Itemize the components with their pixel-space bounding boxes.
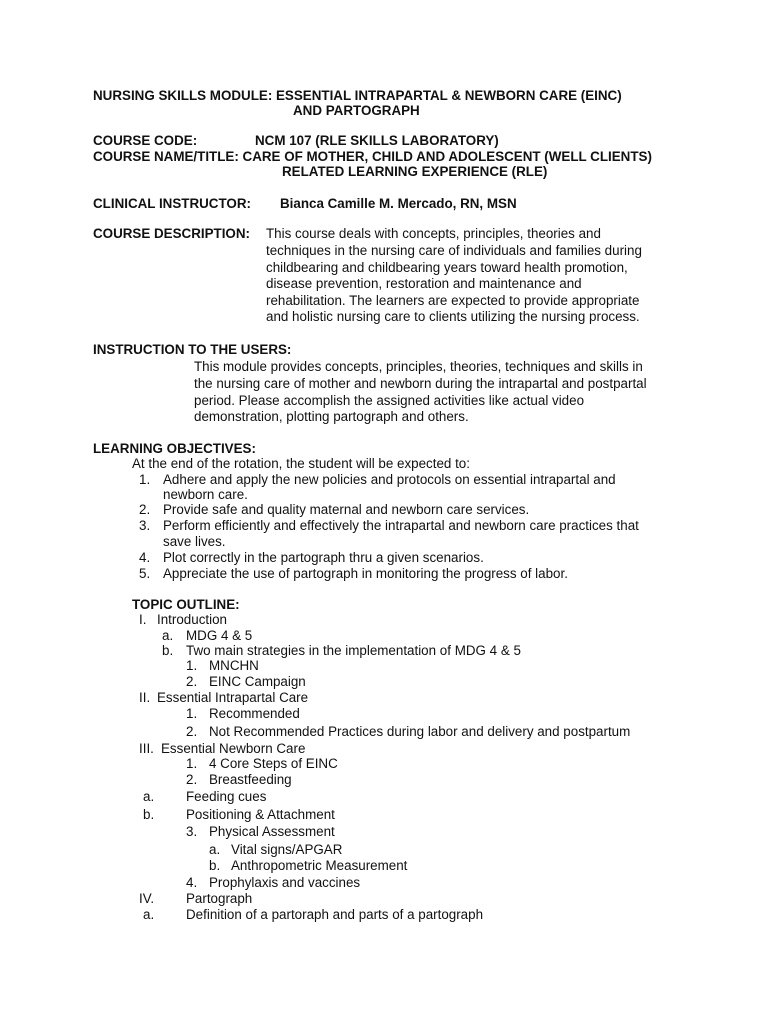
- outline-number: 4.: [186, 875, 198, 890]
- objective-text: Provide safe and quality maternal and newborn care services.: [163, 502, 530, 517]
- outline-item: MDG 4 & 5: [186, 628, 253, 643]
- outline-number: 1.: [186, 756, 198, 771]
- outline-number: II.: [139, 690, 151, 705]
- outline-number: 2.: [186, 772, 198, 787]
- outline-number: a.: [143, 907, 155, 922]
- course-code-label: COURSE CODE:: [93, 133, 198, 148]
- outline-item: Feeding cues: [186, 789, 267, 804]
- course-code-value: NCM 107 (RLE SKILLS LABORATORY): [255, 133, 499, 148]
- outline-number: IV.: [139, 891, 155, 906]
- outline-item: MNCHN: [209, 658, 259, 673]
- objectives-label: LEARNING OBJECTIVES:: [93, 441, 256, 456]
- objective-number: 5.: [139, 566, 151, 581]
- objective-text: newborn care.: [163, 487, 248, 502]
- outline-item: 4 Core Steps of EINC: [209, 756, 338, 771]
- outline-number: III.: [139, 741, 154, 756]
- course-description-line: techniques in the nursing care of individuals and families during: [266, 243, 642, 258]
- outline-number: 2.: [186, 674, 198, 689]
- course-description-line: and holistic nursing care to clients utilizing the nursing process.: [266, 309, 640, 324]
- instruction-line: period. Please accomplish the assigned activities like actual video: [194, 393, 585, 408]
- outline-item: Essential Intrapartal Care: [157, 690, 309, 705]
- instruction-line: the nursing care of mother and newborn during the intrapartal and postpartal: [194, 376, 647, 391]
- objective-number: 4.: [139, 550, 151, 565]
- outline-number: b.: [162, 643, 174, 658]
- course-description-label: COURSE DESCRIPTION:: [93, 226, 250, 241]
- course-description-line: childbearing and childbearing years toward health promotion,: [266, 260, 628, 275]
- course-description-line: This course deals with concepts, principles, theories and: [266, 226, 601, 241]
- instruction-line: This module provides concepts, principles, theories, techniques and skills in: [194, 359, 643, 374]
- objective-text: Appreciate the use of partograph in monitoring the progress of labor.: [163, 566, 568, 581]
- outline-item: Two main strategies in the implementation of MDG 4 & 5: [186, 643, 521, 658]
- instructor-name: Bianca Camille M. Mercado, RN, MSN: [280, 196, 517, 211]
- course-description-line: disease prevention, restoration and maintenance and: [266, 276, 582, 291]
- instruction-line: demonstration, plotting partograph and others.: [194, 409, 469, 424]
- outline-item: EINC Campaign: [209, 674, 306, 689]
- objective-text: Plot correctly in the partograph thru a given scenarios.: [163, 550, 484, 565]
- outline-item: Not Recommended Practices during labor and delivery and postpartum: [209, 724, 631, 739]
- outline-number: a.: [162, 628, 174, 643]
- course-name-line1: COURSE NAME/TITLE: CARE OF MOTHER, CHILD AND ADOLESCENT (WELL CLIENTS): [93, 149, 652, 164]
- outline-item: Physical Assessment: [209, 824, 335, 839]
- objective-number: 3.: [139, 518, 151, 533]
- outline-number: I.: [139, 612, 147, 627]
- outline-item: Positioning & Attachment: [186, 807, 335, 822]
- outline-number: 2.: [186, 724, 198, 739]
- outline-item: Breastfeeding: [209, 772, 292, 787]
- instructor-label: CLINICAL INSTRUCTOR:: [93, 196, 251, 211]
- outline-item: Partograph: [186, 891, 253, 906]
- module-title-line2: AND PARTOGRAPH: [293, 103, 420, 118]
- outline-item: Vital signs/APGAR: [231, 842, 343, 857]
- outline-item: Introduction: [157, 612, 227, 627]
- outline-number: b.: [209, 858, 221, 873]
- instruction-label: INSTRUCTION TO THE USERS:: [93, 342, 292, 357]
- outline-item: Essential Newborn Care: [161, 741, 306, 756]
- outline-item: Prophylaxis and vaccines: [209, 875, 361, 890]
- outline-item: Recommended: [209, 706, 300, 721]
- objective-number: 2.: [139, 502, 151, 517]
- module-title-line1: NURSING SKILLS MODULE: ESSENTIAL INTRAPARTAL & NEWBORN CARE (EINC): [93, 88, 622, 103]
- outline-number: 1.: [186, 658, 198, 673]
- outline-number: b.: [143, 807, 155, 822]
- objective-number: 1.: [139, 472, 151, 487]
- outline-number: a.: [143, 789, 155, 804]
- objective-text: save lives.: [163, 534, 226, 549]
- outline-number: a.: [209, 842, 221, 857]
- outline-number: 3.: [186, 824, 198, 839]
- course-description-line: rehabilitation. The learners are expected to provide appropriate: [266, 293, 640, 308]
- outline-item: Anthropometric Measurement: [231, 858, 408, 873]
- topic-outline-label: TOPIC OUTLINE:: [132, 597, 240, 612]
- outline-number: 1.: [186, 706, 198, 721]
- course-name-line2: RELATED LEARNING EXPERIENCE (RLE): [282, 164, 548, 179]
- objective-text: Adhere and apply the new policies and protocols on essential intrapartal and: [163, 472, 616, 487]
- objectives-intro: At the end of the rotation, the student will be expected to:: [132, 456, 470, 471]
- objective-text: Perform efficiently and effectively the intrapartal and newborn care practices that: [163, 518, 639, 533]
- outline-item: Definition of a partoraph and parts of a partograph: [186, 907, 484, 922]
